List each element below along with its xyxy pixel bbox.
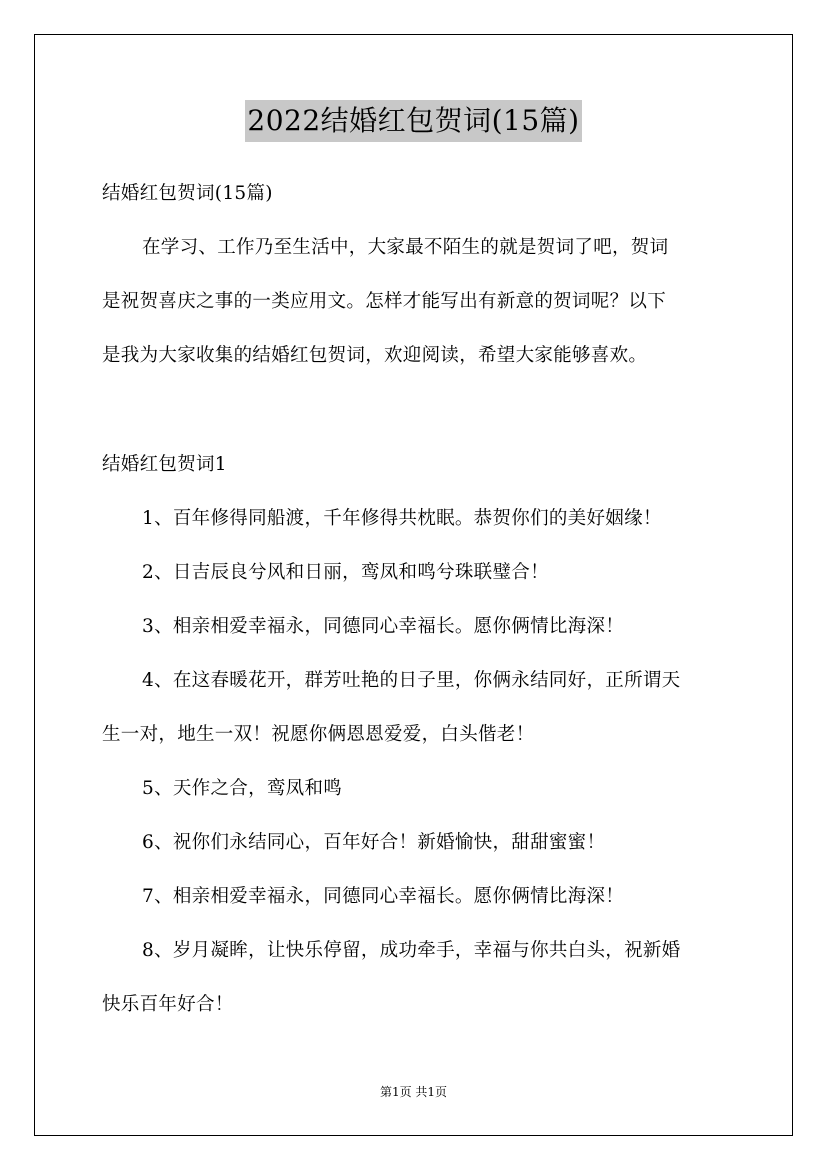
list-item: 8、岁月凝眸，让快乐停留，成功牵手，幸福与你共白头，祝新婚 [142,940,681,961]
list-item: 3、相亲相爱幸福永，同德同心幸福长。愿你俩情比海深！ [142,616,625,637]
list-item: 5、天作之合，鸾凤和鸣 [142,778,343,799]
page-footer: 第1页 共1页 [379,1085,448,1099]
list-item: 7、相亲相爱幸福永，同德同心幸福长。愿你俩情比海深！ [142,886,625,907]
intro-line-3: 是我为大家收集的结婚红包贺词，欢迎阅读，希望大家能够喜欢。 [102,345,648,366]
intro-line-2: 是祝贺喜庆之事的一类应用文。怎样才能写出有新意的贺词呢？以下 [102,291,667,312]
list-item: 1、百年修得同船渡，千年修得共枕眠。恭贺你们的美好姻缘！ [142,508,662,529]
title-container [0,100,827,142]
document-title: 2022结婚红包贺词(15篇) [245,100,581,142]
document-subtitle: 结婚红包贺词(15篇) [102,183,273,204]
list-item: 4、在这春暖花开，群芳吐艳的日子里，你俩永结同好，正所谓天 [142,670,681,691]
section-heading: 结婚红包贺词1 [102,454,227,475]
list-item: 6、祝你们永结同心，百年好合！新婚愉快，甜甜蜜蜜！ [142,832,606,853]
list-item-continuation: 生一对，地生一双！祝愿你俩恩恩爱爱，白头偕老！ [102,724,535,745]
list-item-continuation: 快乐百年好合！ [102,994,234,1015]
intro-line-1: 在学习、工作乃至生活中，大家最不陌生的就是贺词了吧，贺词 [142,237,669,258]
list-item: 2、日吉辰良兮风和日丽，鸾凤和鸣兮珠联璧合！ [142,562,549,583]
